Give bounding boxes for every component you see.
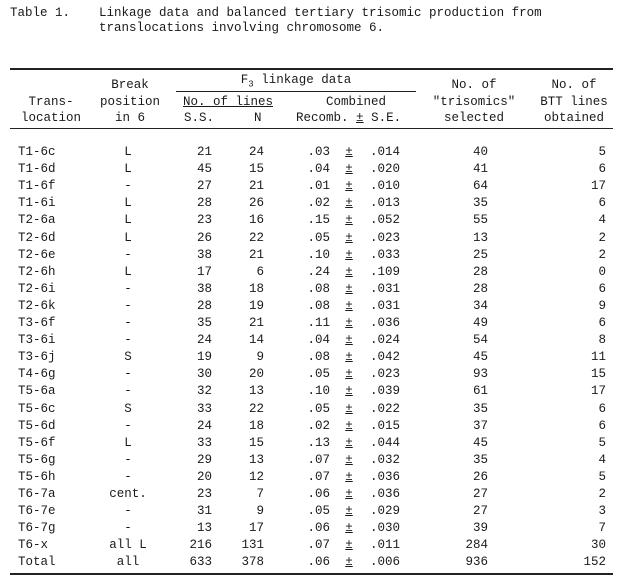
cell-recomb: .15 — [307, 213, 330, 228]
cell-translocation: T2-6h — [18, 264, 56, 279]
cell-btt-lines: 4 — [598, 213, 606, 228]
cell-btt-lines: 2 — [598, 230, 606, 245]
cell-recomb: .04 — [307, 333, 330, 348]
cell-ss: 13 — [196, 521, 212, 536]
cell-btt-lines: 17 — [590, 179, 606, 194]
header-recomb: Recomb. — [296, 111, 349, 125]
cell-break-position: - — [124, 521, 132, 536]
cell-pm: ± — [345, 179, 353, 194]
cell-n: 378 — [241, 555, 264, 570]
table-row — [0, 298, 619, 315]
cell-break-position: cent. — [109, 487, 147, 501]
cell-se: .031 — [369, 281, 400, 296]
header-btt-2: BTT lines — [540, 95, 608, 109]
cell-break-position: L — [124, 213, 132, 228]
header-trisomics-3: selected — [443, 111, 504, 125]
cell-recomb: .07 — [307, 469, 330, 484]
cell-n: 7 — [256, 487, 264, 501]
cell-trisomics: 55 — [472, 213, 488, 228]
cell-pm: ± — [345, 298, 353, 313]
cell-btt-lines: 7 — [598, 521, 606, 536]
cell-btt-lines: 5 — [598, 145, 606, 159]
cell-recomb: .06 — [307, 555, 330, 570]
table-row — [0, 315, 619, 332]
cell-pm: ± — [345, 264, 353, 279]
cell-ss: 633 — [189, 555, 212, 570]
cell-translocation: T6-7g — [18, 521, 56, 536]
cell-recomb: .07 — [307, 538, 330, 553]
table-title-line-1: Linkage data and balanced tertiary trisomic production from — [99, 6, 542, 20]
cell-n: 9 — [256, 350, 264, 365]
bottom-rule — [10, 573, 613, 575]
table-row — [0, 383, 619, 400]
cell-n: 18 — [248, 281, 264, 296]
cell-n: 13 — [248, 384, 264, 399]
table-row — [0, 144, 619, 161]
cell-btt-lines: 17 — [590, 384, 606, 399]
header-se: S.E. — [371, 111, 402, 125]
cell-trisomics: 28 — [472, 281, 488, 296]
cell-n: 131 — [241, 538, 264, 553]
header-recomb-se — [296, 110, 401, 127]
cell-ss: 31 — [196, 504, 212, 519]
cell-pm: ± — [345, 435, 353, 450]
cell-n: 20 — [248, 367, 264, 382]
cell-se: .015 — [369, 418, 400, 433]
cell-trisomics: 34 — [472, 298, 488, 313]
cell-btt-lines: 2 — [598, 487, 606, 501]
cell-ss: 35 — [196, 316, 212, 330]
cell-ss: 29 — [196, 452, 212, 467]
cell-btt-lines: 11 — [590, 350, 606, 365]
table-row — [0, 486, 619, 503]
cell-pm: ± — [345, 401, 353, 416]
cell-ss: 33 — [196, 435, 212, 450]
header-pm: ± — [356, 111, 364, 125]
cell-btt-lines: 6 — [598, 316, 606, 330]
cell-btt-lines: 6 — [598, 401, 606, 416]
cell-translocation: T2-6e — [18, 247, 56, 262]
cell-translocation: T4-6g — [18, 367, 56, 382]
header-f3-subscript: 3 — [248, 79, 254, 90]
cell-ss: 19 — [196, 350, 212, 365]
cell-se: .039 — [369, 384, 400, 399]
cell-pm: ± — [345, 504, 353, 519]
table-row — [0, 230, 619, 247]
cell-n: 15 — [248, 162, 264, 177]
cell-break-position: S — [124, 401, 132, 416]
cell-recomb: .07 — [307, 452, 330, 467]
cell-trisomics: 936 — [465, 555, 488, 570]
cell-trisomics: 13 — [472, 230, 488, 245]
cell-n: 6 — [256, 264, 264, 279]
cell-recomb: .03 — [307, 145, 330, 159]
cell-se: .032 — [369, 452, 400, 467]
cell-btt-lines: 6 — [598, 162, 606, 177]
cell-break-position: - — [124, 179, 132, 194]
cell-translocation: T5-6g — [18, 452, 56, 467]
cell-translocation: T5-6d — [18, 418, 56, 433]
cell-recomb: .08 — [307, 298, 330, 313]
top-rule — [10, 68, 613, 70]
header-ss: S.S. — [184, 111, 215, 125]
cell-break-position: - — [124, 298, 132, 313]
table-row — [0, 212, 619, 229]
cell-pm: ± — [345, 213, 353, 228]
cell-break-position: all — [116, 555, 140, 570]
cell-pm: ± — [345, 247, 353, 262]
cell-se: .023 — [369, 367, 400, 382]
cell-ss: 23 — [196, 487, 212, 501]
cell-break-position: L — [124, 264, 132, 279]
cell-break-position: - — [124, 418, 132, 433]
table-row — [0, 332, 619, 349]
cell-se: .013 — [369, 196, 400, 211]
table-row — [0, 401, 619, 418]
header-n: N — [254, 111, 262, 125]
cell-pm: ± — [345, 521, 353, 536]
cell-btt-lines: 5 — [598, 469, 606, 484]
cell-pm: ± — [345, 487, 353, 501]
cell-btt-lines: 6 — [598, 196, 606, 211]
cell-btt-lines: 30 — [590, 538, 606, 553]
cell-btt-lines: 9 — [598, 298, 606, 313]
cell-break-position: - — [124, 367, 132, 382]
cell-se: .020 — [369, 162, 400, 177]
header-f3-f: F — [240, 73, 249, 87]
header-translocation-1: Trans- — [28, 95, 74, 109]
cell-trisomics: 40 — [472, 145, 488, 159]
cell-translocation: T1-6f — [18, 179, 56, 194]
header-trisomics-2: "trisomics" — [432, 95, 516, 109]
cell-trisomics: 49 — [472, 316, 488, 330]
cell-translocation: T5-6h — [18, 469, 56, 484]
cell-trisomics: 45 — [472, 435, 488, 450]
cell-translocation: T6-7e — [18, 504, 56, 519]
cell-translocation: T2-6d — [18, 230, 56, 245]
cell-btt-lines: 2 — [598, 247, 606, 262]
cell-recomb: .01 — [307, 179, 330, 194]
cell-btt-lines: 3 — [598, 504, 606, 519]
cell-se: .044 — [369, 435, 400, 450]
cell-translocation: T3-6i — [18, 333, 56, 348]
cell-trisomics: 25 — [472, 247, 488, 262]
table-row — [0, 520, 619, 537]
cell-trisomics: 28 — [472, 264, 488, 279]
cell-recomb: .06 — [307, 521, 330, 536]
cell-break-position: all L — [109, 538, 147, 553]
table-row — [0, 418, 619, 435]
cell-se: .010 — [369, 179, 400, 194]
cell-translocation: T1-6c — [18, 145, 56, 159]
cell-pm: ± — [345, 384, 353, 399]
header-break-2: position — [99, 95, 160, 109]
cell-btt-lines: 5 — [598, 435, 606, 450]
table-label: Table 1. — [10, 6, 71, 20]
cell-se: .024 — [369, 333, 400, 348]
cell-se: .011 — [369, 538, 400, 553]
cell-pm: ± — [345, 452, 353, 467]
cell-trisomics: 35 — [472, 401, 488, 416]
cell-recomb: .10 — [307, 384, 330, 399]
cell-ss: 33 — [196, 401, 212, 416]
table-row-total — [0, 554, 619, 571]
cell-pm: ± — [345, 555, 353, 570]
table-row — [0, 281, 619, 298]
cell-trisomics: 27 — [472, 504, 488, 519]
cell-trisomics: 41 — [472, 162, 488, 177]
cell-pm: ± — [345, 469, 353, 484]
cell-ss: 20 — [196, 469, 212, 484]
cell-ss: 24 — [196, 418, 212, 433]
cell-pm: ± — [345, 230, 353, 245]
cell-se: .109 — [369, 264, 400, 279]
cell-ss: 30 — [196, 367, 212, 382]
cell-break-position: - — [124, 281, 132, 296]
cell-pm: ± — [345, 418, 353, 433]
cell-trisomics: 39 — [472, 521, 488, 536]
cell-recomb: .10 — [307, 247, 330, 262]
cell-n: 15 — [248, 435, 264, 450]
cell-n: 26 — [248, 196, 264, 211]
cell-se: .052 — [369, 213, 400, 228]
cell-se: .006 — [369, 555, 400, 570]
cell-translocation: T2-6i — [18, 281, 56, 296]
cell-translocation: T5-6a — [18, 384, 56, 399]
cell-break-position: - — [124, 316, 132, 330]
cell-trisomics: 26 — [472, 469, 488, 484]
cell-ss: 27 — [196, 179, 212, 194]
cell-se: .022 — [369, 401, 400, 416]
cell-pm: ± — [345, 316, 353, 330]
header-btt-1: No. of — [551, 78, 597, 92]
cell-break-position: L — [124, 196, 132, 211]
table-row — [0, 349, 619, 366]
cell-trisomics: 64 — [472, 179, 488, 194]
cell-break-position: S — [124, 350, 132, 365]
header-trisomics-1: No. of — [451, 78, 497, 92]
cell-ss: 45 — [196, 162, 212, 177]
cell-translocation: T3-6j — [18, 350, 56, 365]
cell-recomb: .08 — [307, 350, 330, 365]
cell-pm: ± — [345, 162, 353, 177]
cell-se: .029 — [369, 504, 400, 519]
cell-trisomics: 93 — [472, 367, 488, 382]
header-translocation-2: location — [20, 111, 81, 125]
cell-recomb: .02 — [307, 418, 330, 433]
cell-recomb: .05 — [307, 504, 330, 519]
cell-trisomics: 54 — [472, 333, 488, 348]
cell-pm: ± — [345, 145, 353, 159]
table-row — [0, 452, 619, 469]
cell-btt-lines: 152 — [583, 555, 606, 570]
cell-n: 21 — [248, 316, 264, 330]
cell-recomb: .24 — [307, 264, 330, 279]
cell-recomb: .08 — [307, 281, 330, 296]
table-title-line-2: translocations involving chromosome 6. — [99, 21, 385, 35]
cell-n: 13 — [248, 452, 264, 467]
header-no-of-lines: No. of lines — [182, 95, 273, 109]
cell-translocation: Total — [18, 555, 56, 570]
cell-btt-lines: 6 — [598, 281, 606, 296]
cell-n: 22 — [248, 401, 264, 416]
cell-se: .036 — [369, 487, 400, 501]
cell-trisomics: 61 — [472, 384, 488, 399]
table-row — [0, 469, 619, 486]
cell-translocation: T6-7a — [18, 487, 56, 501]
cell-n: 18 — [248, 418, 264, 433]
table-row — [0, 247, 619, 264]
header-rule — [10, 128, 613, 129]
cell-recomb: .05 — [307, 230, 330, 245]
cell-trisomics: 35 — [472, 196, 488, 211]
cell-pm: ± — [345, 538, 353, 553]
cell-ss: 38 — [196, 281, 212, 296]
cell-recomb: .11 — [307, 316, 330, 330]
cell-se: .014 — [369, 145, 400, 159]
cell-ss: 26 — [196, 230, 212, 245]
cell-se: .036 — [369, 316, 400, 330]
header-btt-3: obtained — [543, 111, 604, 125]
cell-n: 14 — [248, 333, 264, 348]
cell-trisomics: 27 — [472, 487, 488, 501]
cell-ss: 216 — [189, 538, 212, 553]
cell-recomb: .13 — [307, 435, 330, 450]
cell-ss: 17 — [196, 264, 212, 279]
cell-se: .036 — [369, 469, 400, 484]
cell-se: .031 — [369, 298, 400, 313]
cell-n: 24 — [248, 145, 264, 159]
cell-n: 16 — [248, 213, 264, 228]
table-row — [0, 537, 619, 554]
table-title — [99, 6, 609, 36]
cell-trisomics: 37 — [472, 418, 488, 433]
cell-btt-lines: 4 — [598, 452, 606, 467]
cell-break-position: - — [124, 384, 132, 399]
cell-break-position: L — [124, 162, 132, 177]
cell-break-position: L — [124, 230, 132, 245]
cell-n: 22 — [248, 230, 264, 245]
cell-break-position: L — [124, 435, 132, 450]
cell-break-position: L — [124, 145, 132, 159]
f3-group-rule — [176, 91, 416, 92]
cell-break-position: - — [124, 247, 132, 262]
header-break-3: in 6 — [114, 111, 145, 125]
cell-ss: 32 — [196, 384, 212, 399]
cell-trisomics: 35 — [472, 452, 488, 467]
cell-translocation: T2-6a — [18, 213, 56, 228]
cell-break-position: - — [124, 452, 132, 467]
table-row — [0, 264, 619, 281]
cell-ss: 28 — [196, 196, 212, 211]
cell-btt-lines: 15 — [590, 367, 606, 382]
cell-recomb: .06 — [307, 487, 330, 501]
cell-ss: 23 — [196, 213, 212, 228]
cell-ss: 38 — [196, 247, 212, 262]
cell-trisomics: 284 — [465, 538, 488, 553]
cell-break-position: - — [124, 504, 132, 519]
table-row — [0, 366, 619, 383]
cell-pm: ± — [345, 281, 353, 296]
cell-se: .030 — [369, 521, 400, 536]
cell-n: 21 — [248, 179, 264, 194]
cell-translocation: T1-6d — [18, 162, 56, 177]
cell-translocation: T6-x — [18, 538, 49, 553]
table-row — [0, 435, 619, 452]
cell-translocation: T3-6f — [18, 316, 56, 330]
cell-translocation: T2-6k — [18, 298, 56, 313]
table-row — [0, 161, 619, 178]
cell-n: 12 — [248, 469, 264, 484]
cell-n: 17 — [248, 521, 264, 536]
cell-trisomics: 45 — [472, 350, 488, 365]
cell-pm: ± — [345, 333, 353, 348]
cell-recomb: .05 — [307, 401, 330, 416]
cell-se: .023 — [369, 230, 400, 245]
cell-n: 21 — [248, 247, 264, 262]
cell-ss: 24 — [196, 333, 212, 348]
cell-pm: ± — [345, 350, 353, 365]
cell-pm: ± — [345, 367, 353, 382]
cell-translocation: T5-6c — [18, 401, 56, 416]
cell-break-position: - — [124, 333, 132, 348]
cell-ss: 21 — [196, 145, 212, 159]
cell-n: 9 — [256, 504, 264, 519]
cell-btt-lines: 6 — [598, 418, 606, 433]
cell-translocation: T1-6i — [18, 196, 56, 211]
cell-recomb: .02 — [307, 196, 330, 211]
cell-ss: 28 — [196, 298, 212, 313]
table-row — [0, 178, 619, 195]
table-row — [0, 195, 619, 212]
cell-btt-lines: 8 — [598, 333, 606, 348]
header-break-1: Break — [111, 78, 149, 92]
table-row — [0, 503, 619, 520]
cell-se: .033 — [369, 247, 400, 262]
cell-btt-lines: 0 — [598, 264, 606, 279]
header-f3-post: linkage data — [253, 73, 352, 87]
cell-n: 19 — [248, 298, 264, 313]
header-combined: Combined — [325, 95, 386, 109]
cell-break-position: - — [124, 469, 132, 484]
cell-recomb: .04 — [307, 162, 330, 177]
cell-se: .042 — [369, 350, 400, 365]
cell-translocation: T5-6f — [18, 435, 56, 450]
cell-pm: ± — [345, 196, 353, 211]
cell-recomb: .05 — [307, 367, 330, 382]
